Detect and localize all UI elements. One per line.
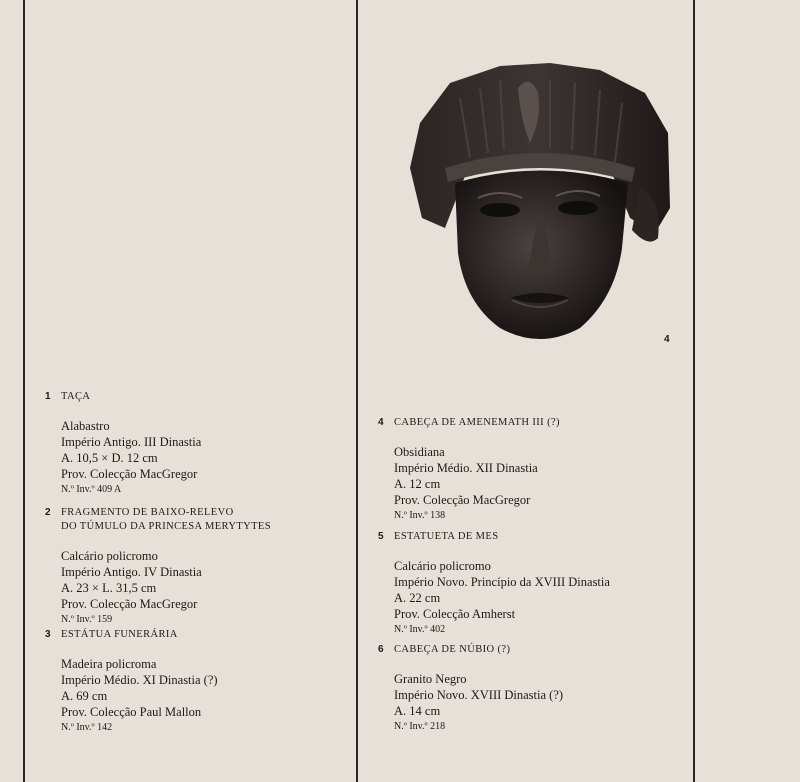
entry-period: Império Antigo. IV Dinastia bbox=[61, 565, 202, 579]
entry-dimensions: A. 23 × L. 31,5 cm bbox=[61, 581, 157, 595]
entry-dimensions: A. 69 cm bbox=[61, 689, 108, 703]
entry-material: Granito Negro bbox=[394, 672, 467, 686]
entry-provenance: Prov. Colecção MacGregor bbox=[61, 597, 198, 611]
entry-title: FRAGMENTO DE BAIXO-RELEVO bbox=[61, 507, 234, 518]
entry-provenance: Prov. Colecção Amherst bbox=[394, 607, 516, 621]
entry-inventory: N.º Inv.º 159 bbox=[61, 614, 113, 625]
entry-material: Obsidiana bbox=[394, 445, 445, 459]
catalog-entry-4 bbox=[378, 416, 560, 523]
center-column-rule bbox=[356, 0, 358, 782]
entry-period: Império Antigo. III Dinastia bbox=[61, 435, 202, 449]
entry-inventory: N.º Inv.º 142 bbox=[61, 722, 113, 733]
catalog-entry-3 bbox=[45, 628, 218, 735]
entry-number: 6 bbox=[378, 644, 384, 655]
entry-material: Calcário policromo bbox=[61, 549, 158, 563]
entry-dimensions: A. 22 cm bbox=[394, 591, 441, 605]
entry-number: 1 bbox=[45, 391, 51, 402]
entry-title: ESTATUETA DE MES bbox=[394, 531, 499, 542]
entry-inventory: N.º Inv.º 409 A bbox=[61, 484, 122, 495]
entry-material: Alabastro bbox=[61, 419, 110, 433]
entry-provenance: Prov. Colecção MacGregor bbox=[61, 467, 198, 481]
entry-inventory: N.º Inv.º 138 bbox=[394, 510, 446, 521]
entry-material: Madeira policroma bbox=[61, 657, 157, 671]
entry-material: Calcário policromo bbox=[394, 559, 491, 573]
catalog-entry-2 bbox=[45, 506, 271, 627]
figure-number: 4 bbox=[664, 334, 670, 345]
entry-number: 3 bbox=[45, 629, 51, 640]
entry-period: Império Médio. XI Dinastia (?) bbox=[61, 673, 218, 687]
catalog-entry-5 bbox=[378, 530, 610, 637]
entry-title: CABEÇA DE NÚBIO (?) bbox=[394, 644, 511, 655]
entry-dimensions: A. 10,5 × D. 12 cm bbox=[61, 451, 158, 465]
entry-title: TAÇA bbox=[61, 391, 91, 402]
right-column-rule bbox=[693, 0, 695, 782]
entry-provenance: Prov. Colecção Paul Mallon bbox=[61, 705, 202, 719]
entry-inventory: N.º Inv.º 218 bbox=[394, 721, 446, 732]
catalog-entry-1 bbox=[45, 390, 202, 497]
entry-period: Império Médio. XII Dinastia bbox=[394, 461, 538, 475]
entry-number: 2 bbox=[45, 507, 51, 518]
sculpture-head-photo bbox=[400, 58, 680, 348]
entry-inventory: N.º Inv.º 402 bbox=[394, 624, 446, 635]
entry-provenance: Prov. Colecção MacGregor bbox=[394, 493, 531, 507]
entry-title: CABEÇA DE AMENEMATH III (?) bbox=[394, 417, 560, 428]
entry-number: 4 bbox=[378, 417, 384, 428]
entry-dimensions: A. 14 cm bbox=[394, 704, 441, 718]
entry-title: ESTÁTUA FUNERÁRIA bbox=[61, 629, 178, 640]
entry-title-line-2: DO TÚMULO DA PRINCESA MERYTYTES bbox=[61, 521, 271, 532]
entry-period: Império Novo. Princípio da XVIII Dinastia bbox=[394, 575, 610, 589]
left-column-rule bbox=[23, 0, 25, 782]
entry-number: 5 bbox=[378, 531, 384, 542]
entry-dimensions: A. 12 cm bbox=[394, 477, 441, 491]
entry-period: Império Novo. XVIII Dinastia (?) bbox=[394, 688, 564, 702]
catalog-entry-6 bbox=[378, 643, 564, 734]
